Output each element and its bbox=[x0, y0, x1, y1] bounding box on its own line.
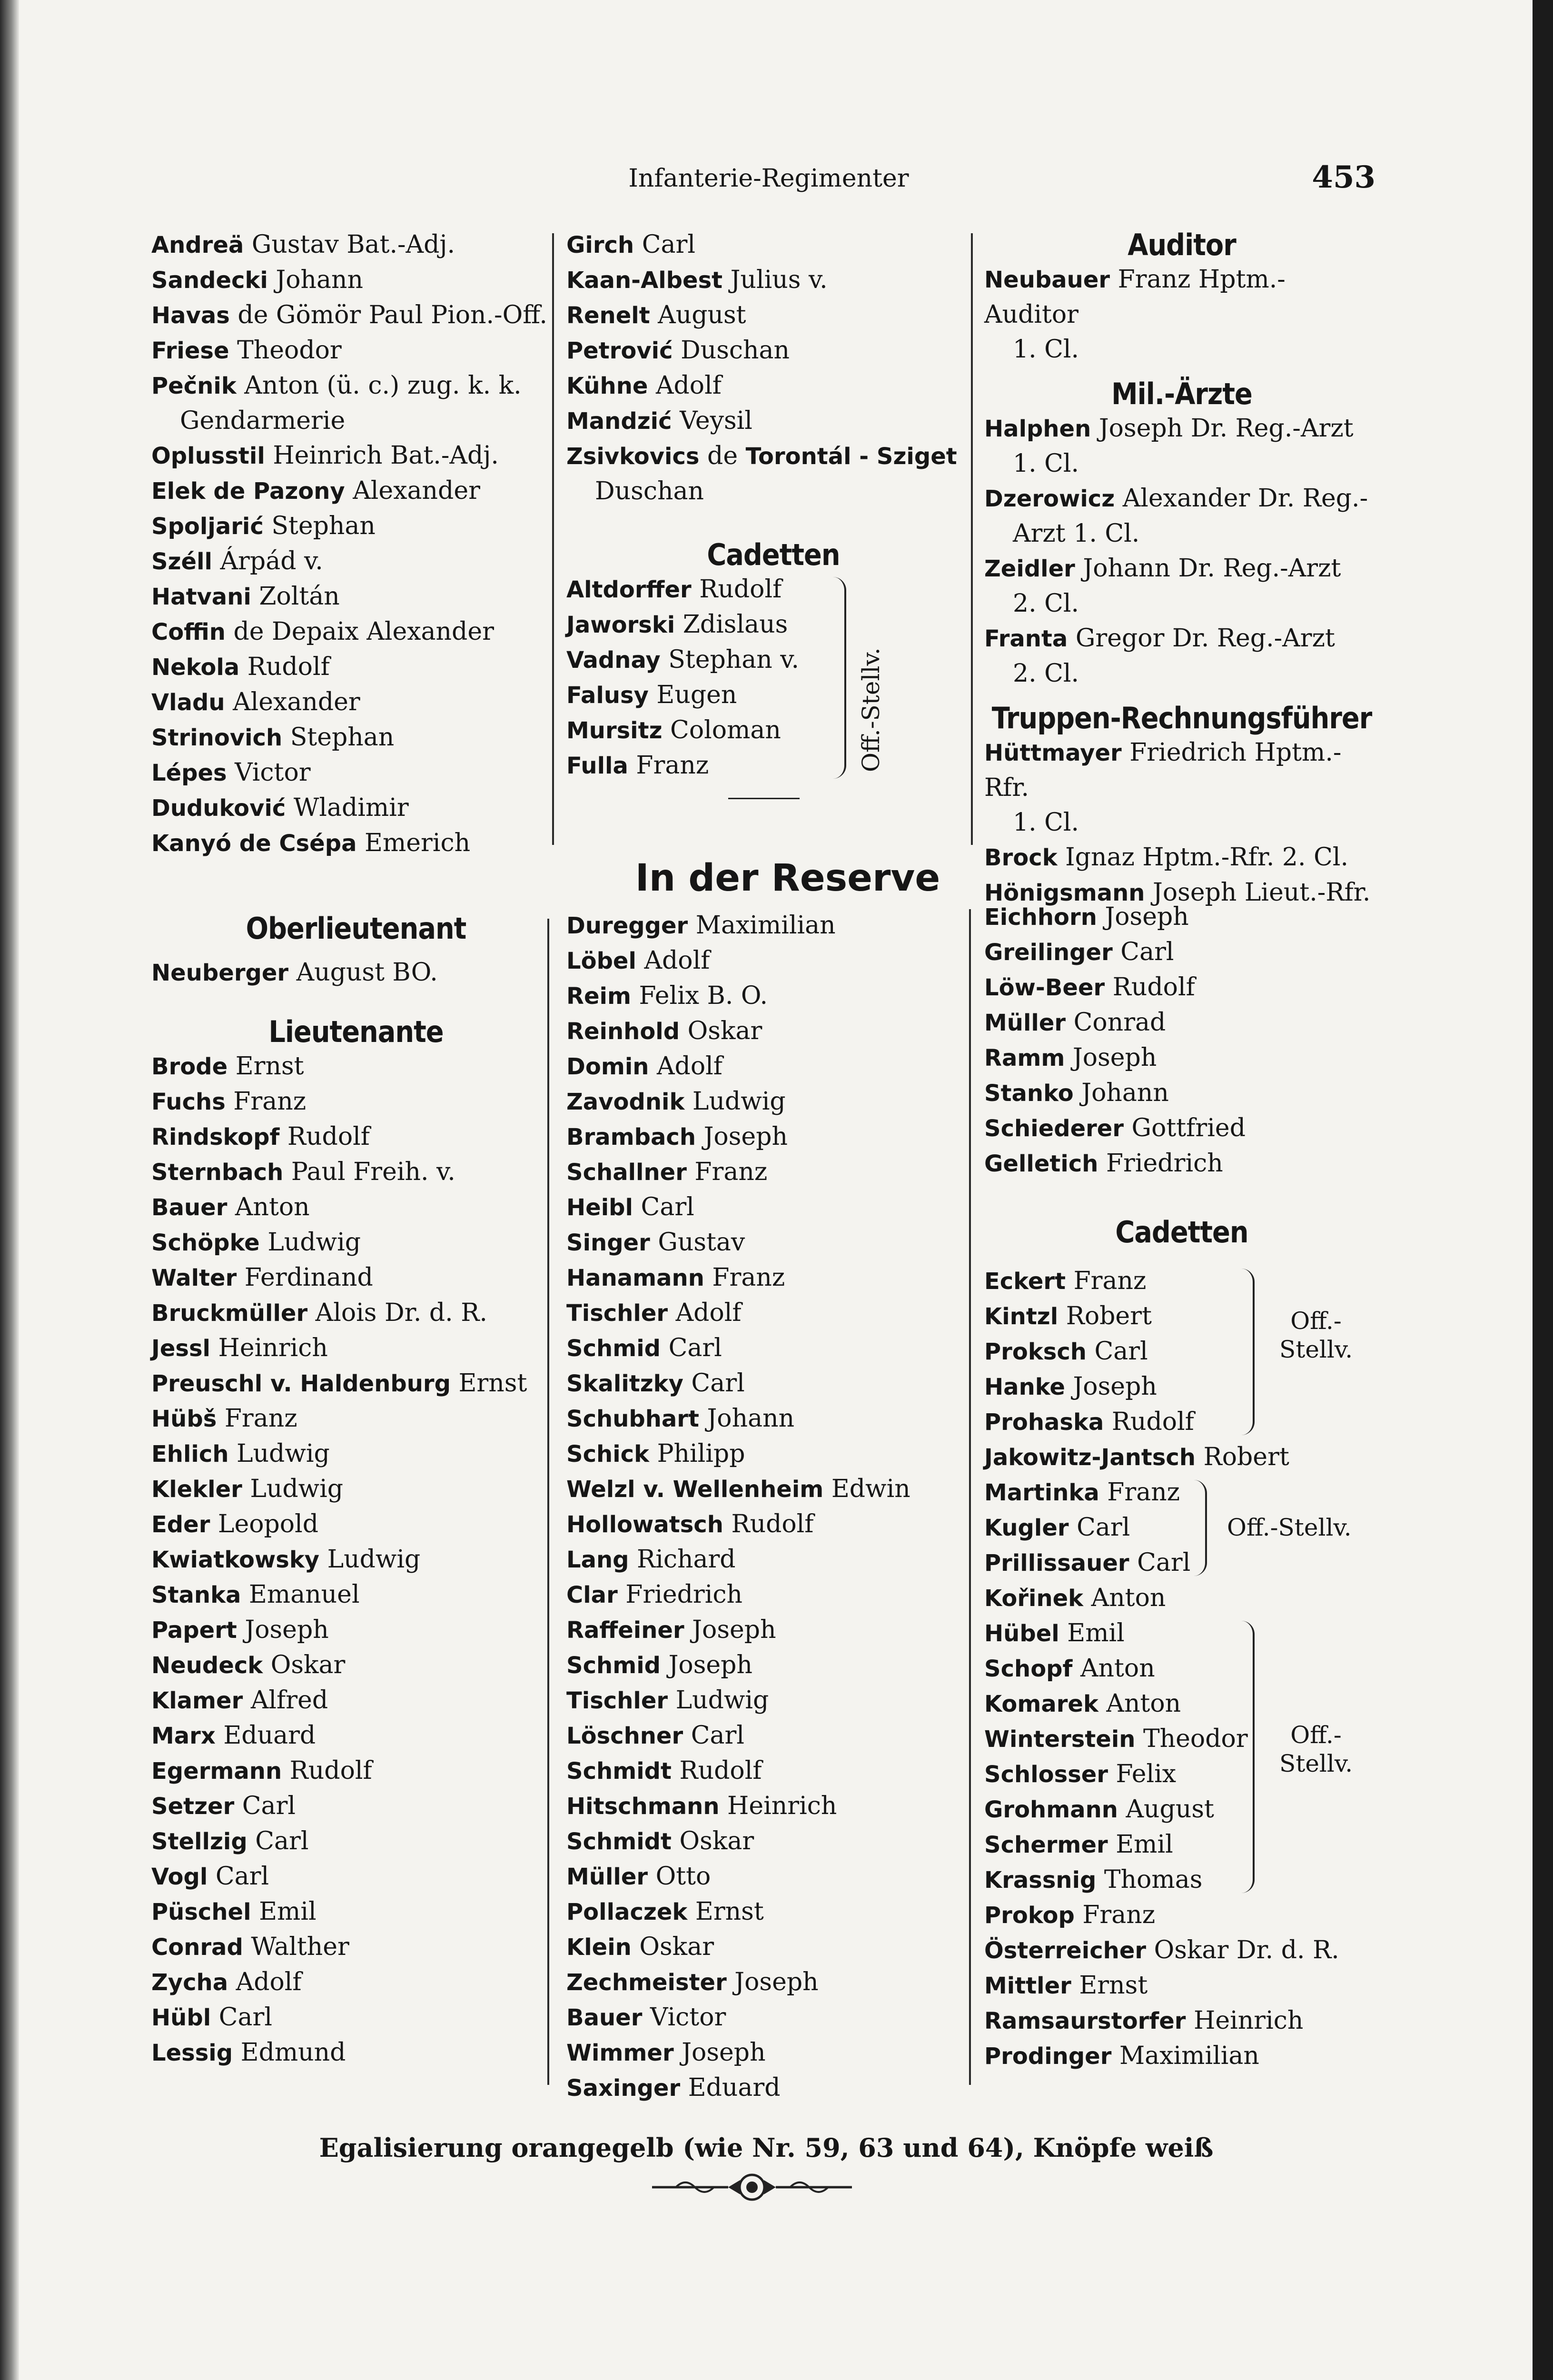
column-left bbox=[151, 228, 561, 2071]
list-item: Hanamann Franz bbox=[566, 1263, 785, 1292]
list-item: Széll Árpád v. bbox=[151, 547, 323, 575]
list-item: Vadnay Stephan v. bbox=[566, 645, 800, 674]
list-item: Zsivkovics de Torontál - Sziget Duschan bbox=[566, 442, 957, 506]
list-item: Österreicher Oskar Dr. d. R. bbox=[984, 1936, 1339, 1964]
section-heading-aerzte: Mil.-Ärzte bbox=[1111, 377, 1252, 411]
cadetten-brace-group-2 bbox=[984, 1475, 1352, 1581]
list-item: Müller Otto bbox=[566, 1862, 711, 1891]
auditor-list bbox=[984, 262, 1379, 367]
list-item: Pollaczek Ernst bbox=[566, 1897, 764, 1926]
reserve-list bbox=[984, 900, 1379, 1181]
list-item: Nekola Rudolf bbox=[151, 653, 330, 681]
curly-brace bbox=[1241, 1269, 1255, 1435]
list-item: Hitschmann Heinrich bbox=[566, 1792, 837, 1820]
list-item: Kořinek Anton bbox=[984, 1584, 1166, 1612]
list-item: Hübš Franz bbox=[151, 1404, 297, 1433]
list-item: Rindskopf Rudolf bbox=[151, 1122, 370, 1151]
page-number: 453 bbox=[1312, 159, 1375, 195]
list-item: Schermer Emil bbox=[984, 1830, 1173, 1859]
list-item: Duduković Wladimir bbox=[151, 793, 409, 822]
list-item: Müller Conrad bbox=[984, 1008, 1166, 1037]
list-item: Clar Friedrich bbox=[566, 1580, 743, 1609]
list-item: Walter Ferdinand bbox=[151, 1263, 373, 1292]
list-item: Tischler Ludwig bbox=[566, 1686, 769, 1715]
ornament-icon bbox=[647, 2173, 857, 2202]
list-item: Renelt August bbox=[566, 301, 746, 329]
list-item: Tischler Adolf bbox=[566, 1299, 742, 1327]
list-item: Reim Felix B. O. bbox=[566, 982, 768, 1010]
list-item: Andreä Gustav Bat.-Adj. bbox=[151, 230, 455, 259]
section-heading-reserve: In der Reserve bbox=[635, 857, 940, 900]
cadetten-brace-group-1 bbox=[984, 1264, 1353, 1440]
list-item: Skalitzky Carl bbox=[566, 1369, 745, 1398]
list-item: Eckert Franz bbox=[984, 1267, 1147, 1295]
list-item: Sandecki Johann bbox=[151, 266, 364, 294]
list-item: Zavodnik Ludwig bbox=[566, 1087, 786, 1116]
list-item: Vogl Carl bbox=[151, 1862, 269, 1891]
list-item: Bauer Victor bbox=[566, 2003, 726, 2032]
list-item: Winterstein Theodor bbox=[984, 1725, 1248, 1753]
list-item: Kintzl Robert bbox=[984, 1302, 1152, 1330]
list-item: Singer Gustav bbox=[566, 1228, 745, 1257]
list-item: Reinhold Oskar bbox=[566, 1017, 762, 1045]
list-item: Zechmeister Joseph bbox=[566, 1968, 819, 1996]
aerzte-list bbox=[984, 411, 1379, 691]
cadetten-brace-group bbox=[566, 572, 885, 783]
section-heading-oberlieutenant: Oberlieutenant bbox=[246, 911, 466, 946]
list-item: Mittler Ernst bbox=[984, 1971, 1148, 2000]
list-item: Jaworski Zdislaus bbox=[566, 610, 788, 639]
list-item: Klamer Alfred bbox=[151, 1686, 328, 1715]
list-item: Schiederer Gottfried bbox=[984, 1114, 1246, 1142]
cadetten-brace-group-3 bbox=[984, 1616, 1353, 1898]
list-item: Heibl Carl bbox=[566, 1193, 694, 1221]
list-item: Fuchs Franz bbox=[151, 1087, 307, 1116]
footer-note: Egalisierung orangegelb (wie Nr. 59, 63 und 64), Knöpfe weiß bbox=[319, 2132, 1214, 2163]
list-item: Jessl Heinrich bbox=[151, 1334, 328, 1362]
column-middle bbox=[566, 228, 980, 799]
list-item: Bruckmüller Alois Dr. d. R. bbox=[151, 1299, 487, 1327]
list-item: Kühne Adolf bbox=[566, 371, 722, 400]
list-item: Zycha Adolf bbox=[151, 1968, 302, 1996]
list-item: Schmidt Oskar bbox=[566, 1827, 754, 1855]
cadetten-list bbox=[984, 1264, 1251, 1440]
list-item: Schick Philipp bbox=[566, 1439, 745, 1468]
section-heading-lieutenante: Lieutenante bbox=[268, 1014, 444, 1049]
list-item: Mandzić Veysil bbox=[566, 407, 752, 435]
cadetten-list bbox=[984, 1616, 1251, 1898]
list-item: Schubhart Johann bbox=[566, 1404, 795, 1433]
list-item: Mursitz Coloman bbox=[566, 716, 781, 744]
officer-list bbox=[984, 1898, 1379, 2074]
list-item: Brambach Joseph bbox=[566, 1122, 788, 1151]
column-right bbox=[984, 228, 1379, 911]
list-item: Hatvani Zoltán bbox=[151, 582, 340, 611]
list-item: Prodinger Maximilian bbox=[984, 2042, 1259, 2070]
list-item: Schallner Franz bbox=[566, 1158, 768, 1186]
list-item: Kwiatkowsky Ludwig bbox=[151, 1545, 421, 1574]
list-item: Lessig Edmund bbox=[151, 2038, 346, 2067]
list-item: Martinka Franz bbox=[984, 1478, 1180, 1507]
list-item: Setzer Carl bbox=[151, 1792, 296, 1820]
list-item: Jakowitz-Jantsch Robert bbox=[984, 1443, 1289, 1471]
list-item: Havas de Gömör Paul Pion.-Off. bbox=[151, 301, 547, 329]
list-item: Bauer Anton bbox=[151, 1193, 310, 1221]
list-item: Raffeiner Joseph bbox=[566, 1616, 776, 1644]
list-item: Neuberger August BO. bbox=[151, 958, 438, 987]
list-item: Lépes Victor bbox=[151, 758, 311, 787]
officer-list bbox=[151, 228, 561, 861]
oberlieutenant-list bbox=[151, 955, 561, 991]
list-item: Welzl v. Wellenheim Edwin bbox=[566, 1475, 910, 1503]
list-item: Prohaska Rudolf bbox=[984, 1408, 1194, 1436]
brace-label: Off.-Stellv. bbox=[1227, 1514, 1352, 1541]
list-item: Kanyó de Csépa Emerich bbox=[151, 829, 471, 857]
list-item: Eichhorn Joseph bbox=[984, 902, 1189, 931]
column-rule bbox=[969, 909, 971, 2085]
list-item: Komarek Anton bbox=[984, 1689, 1181, 1718]
list-item: Stanka Emanuel bbox=[151, 1580, 360, 1609]
list-item: Halphen Joseph Dr. Reg.-Arzt 1. Cl. bbox=[984, 414, 1354, 478]
list-item: Schlosser Felix bbox=[984, 1760, 1177, 1788]
list-item: Preuschl v. Haldenburg Ernst bbox=[151, 1369, 527, 1398]
list-item: Löbel Adolf bbox=[566, 946, 710, 975]
list-item: Marx Eduard bbox=[151, 1721, 316, 1750]
curly-brace bbox=[833, 577, 846, 779]
column-rule bbox=[552, 233, 554, 845]
list-item: Saxinger Eduard bbox=[566, 2073, 781, 2102]
list-item: Hüttmayer Friedrich Hptm.-Rfr. 1. Cl. bbox=[984, 738, 1342, 837]
officer-list bbox=[566, 228, 980, 509]
column-rule bbox=[971, 233, 973, 845]
list-item: Franta Gregor Dr. Reg.-Arzt 2. Cl. bbox=[984, 624, 1335, 688]
list-item: Ehlich Ludwig bbox=[151, 1439, 330, 1468]
divider bbox=[728, 798, 800, 799]
list-item: Eder Leopold bbox=[151, 1510, 319, 1538]
list-item: Hübl Carl bbox=[151, 2003, 272, 2032]
list-item: Duregger Maximilian bbox=[566, 911, 836, 940]
list-item: Girch Carl bbox=[566, 230, 695, 259]
column-rule bbox=[547, 919, 549, 2085]
list-item: Schmid Carl bbox=[566, 1334, 722, 1362]
curly-brace bbox=[1241, 1621, 1255, 1893]
list-item: Zeidler Johann Dr. Reg.-Arzt 2. Cl. bbox=[984, 554, 1341, 618]
list-item: Egermann Rudolf bbox=[151, 1756, 372, 1785]
list-item: Schöpke Ludwig bbox=[151, 1228, 361, 1257]
list-item: Hollowatsch Rudolf bbox=[566, 1510, 814, 1538]
list-item: Brock Ignaz Hptm.-Rfr. 2. Cl. bbox=[984, 843, 1349, 872]
list-item: Papert Joseph bbox=[151, 1616, 329, 1644]
list-item: Sternbach Paul Freih. v. bbox=[151, 1158, 455, 1186]
list-item: Domin Adolf bbox=[566, 1052, 723, 1081]
list-item: Ramm Joseph bbox=[984, 1043, 1157, 1072]
list-item: Fulla Franz bbox=[566, 751, 709, 780]
list-item: Ramsaurstorfer Heinrich bbox=[984, 2006, 1304, 2035]
list-item: Dzerowicz Alexander Dr. Reg.- Arzt 1. Cl. bbox=[984, 484, 1368, 548]
list-item: Spoljarić Stephan bbox=[151, 512, 376, 540]
list-item: Proksch Carl bbox=[984, 1337, 1148, 1366]
list-item: Schopf Anton bbox=[984, 1654, 1155, 1683]
brace-label: Off.-Stellv. bbox=[857, 647, 885, 772]
list-item: Löw-Beer Rudolf bbox=[984, 973, 1195, 1002]
list-item: Hanke Joseph bbox=[984, 1372, 1157, 1401]
cadetten-list bbox=[984, 1475, 1198, 1581]
list-item: Löschner Carl bbox=[566, 1721, 744, 1750]
list-item: Klein Oskar bbox=[566, 1933, 714, 1961]
list-item: Kaan-Albest Julius v. bbox=[566, 266, 828, 294]
list-item: Altdorffer Rudolf bbox=[566, 575, 782, 604]
list-item: Gelletich Friedrich bbox=[984, 1149, 1223, 1178]
list-item: Stellzig Carl bbox=[151, 1827, 309, 1855]
list-item: Petrović Duschan bbox=[566, 336, 790, 365]
list-item: Prokop Franz bbox=[984, 1901, 1156, 1929]
brace-label: Off.- Stellv. bbox=[1279, 1721, 1353, 1777]
list-item: Conrad Walther bbox=[151, 1933, 349, 1961]
list-item: Grohmann August bbox=[984, 1795, 1214, 1824]
list-item: Schmidt Rudolf bbox=[566, 1756, 762, 1785]
list-item: Lang Richard bbox=[566, 1545, 736, 1574]
list-item: Neubauer Franz Hptm.-Auditor 1. Cl. bbox=[984, 265, 1286, 364]
section-heading-rechnungsfuehrer: Truppen-Rechnungsführer bbox=[991, 701, 1372, 735]
reserve-list bbox=[566, 908, 980, 2106]
section-heading-cadetten-right: Cadetten bbox=[1115, 1215, 1248, 1250]
list-item: Krassnig Thomas bbox=[984, 1865, 1203, 1894]
list-item: Neudeck Oskar bbox=[151, 1651, 346, 1679]
list-item: Püschel Emil bbox=[151, 1897, 317, 1926]
list-item: Elek de Pazony Alexander bbox=[151, 476, 480, 505]
column-middle-reserve bbox=[566, 908, 980, 2106]
list-item: Prillissauer Carl bbox=[984, 1548, 1191, 1577]
list-item: Falusy Eugen bbox=[566, 681, 737, 709]
column-right-reserve bbox=[984, 900, 1379, 2074]
list-item: Brode Ernst bbox=[151, 1052, 304, 1081]
list-item: Friese Theodor bbox=[151, 336, 342, 365]
list-item: Kugler Carl bbox=[984, 1513, 1130, 1542]
lieutenante-list bbox=[151, 1049, 561, 2071]
list-item: Strinovich Stephan bbox=[151, 723, 395, 752]
list-item: Schmid Joseph bbox=[566, 1651, 752, 1679]
cadetten-list bbox=[566, 572, 833, 783]
list-item: Greilinger Carl bbox=[984, 938, 1174, 966]
curly-brace bbox=[1194, 1480, 1207, 1576]
list-item: Hönigsmann Joseph Lieut.-Rfr. bbox=[984, 878, 1371, 907]
list-item: Oplusstil Heinrich Bat.-Adj. bbox=[151, 441, 499, 470]
list-item: Wimmer Joseph bbox=[566, 2038, 766, 2067]
rechnungsfuehrer-list bbox=[984, 735, 1379, 911]
brace-label: Off.- Stellv. bbox=[1279, 1307, 1353, 1363]
page-edge-shadow bbox=[0, 0, 19, 2380]
list-item: Pečnik Anton (ü. c.) zug. k. k. Gendarmerie bbox=[151, 371, 522, 435]
list-item: Coffin de Depaix Alexander bbox=[151, 617, 494, 646]
list-item: Hübel Emil bbox=[984, 1619, 1125, 1647]
list-item: Vladu Alexander bbox=[151, 688, 360, 716]
list-item: Klekler Ludwig bbox=[151, 1475, 344, 1503]
running-head: Infanterie-Regimenter bbox=[628, 164, 909, 193]
section-heading-cadetten: Cadetten bbox=[707, 537, 840, 572]
list-item: Stanko Johann bbox=[984, 1079, 1169, 1107]
section-heading-auditor: Auditor bbox=[1128, 228, 1236, 262]
